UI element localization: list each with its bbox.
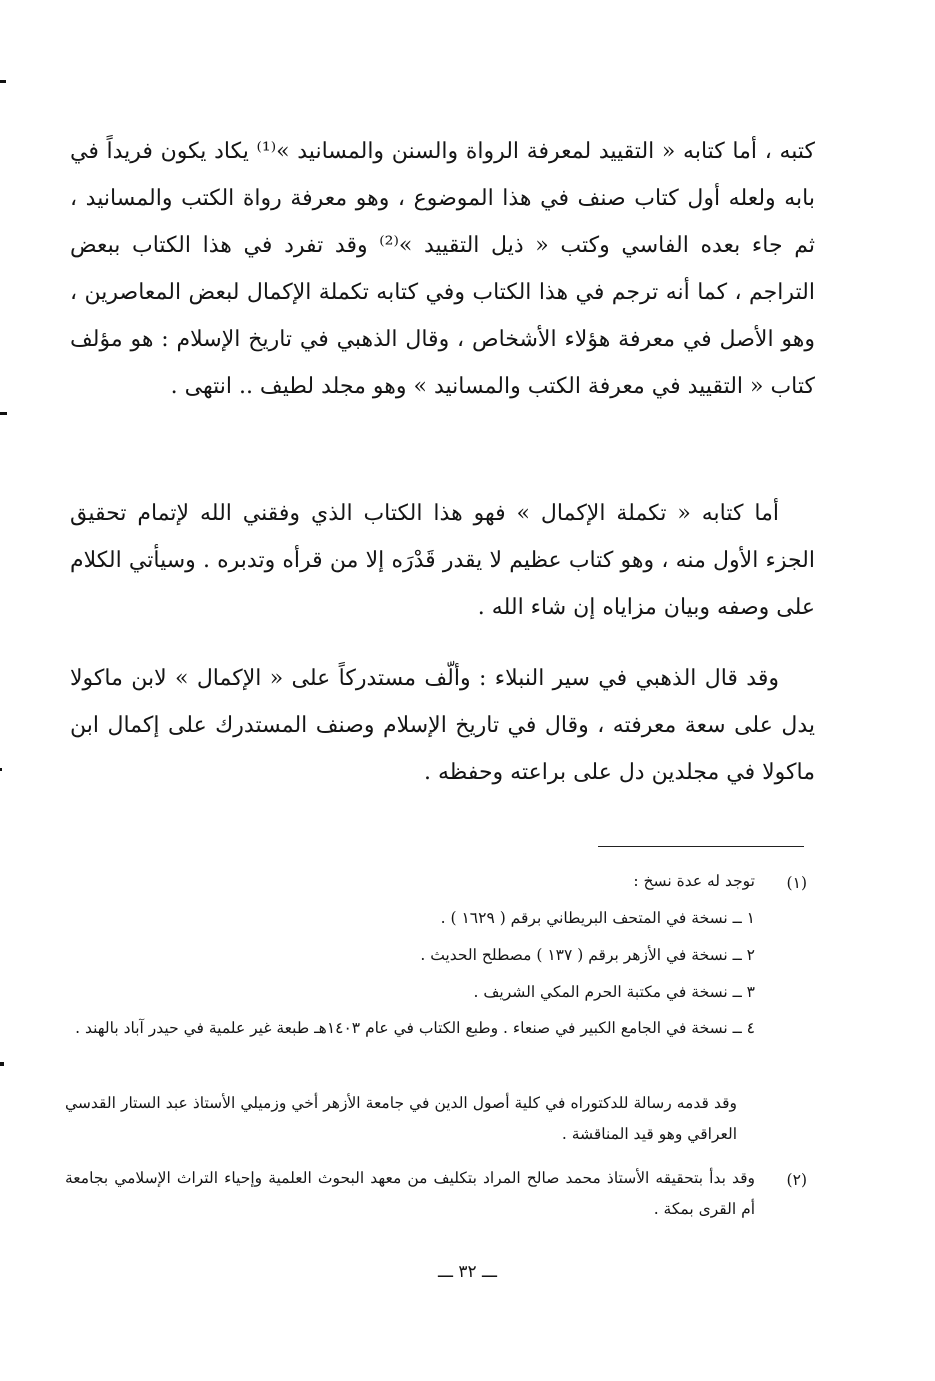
body-paragraph-3: وقد قال الذهبي في سير النبلاء : وألّف مستدركاً على « الإكمال » لابن ماكولا يدل على سعة معرفته ، وقال في تاريخ الإسلام وصنف المستدرك على إكمال ابن ماكولا في مجلدين دل على براعته وحفظه . <box>70 666 815 785</box>
footnote-1-item-2: ٢ ــ نسخة في الأزهر برقم ( ١٣٧ ) مصطلح الحديث . <box>420 946 755 964</box>
footnote-1-item-4: ٤ ــ نسخة في الجامع الكبير في صنعاء . وطبع الكتاب في عام ١٤٠٣هـ طبعة غير علمية في حيدر آباد بالهند . <box>75 1019 755 1037</box>
footnote-1-item-1: ١ ــ نسخة في المتحف البريطاني برقم ( ١٦٢٩ ) . <box>440 909 755 927</box>
footnote-2-text: وقد بدأ بتحقيقه الأستاذ محمد صالح المراد بتكليف من معهد البحوث العلمية وإحياء التراث الإسلامي بجامعة أم القرى بمكة . <box>65 1169 755 1218</box>
footnote-1-item-3: ٣ ــ نسخة في مكتبة الحرم المكي الشريف . <box>473 983 755 1001</box>
page-number: ـــ ٣٢ ـــ <box>438 1262 497 1282</box>
footnote-2-marker: (٢) <box>786 1171 807 1189</box>
footnote-1-marker: (١) <box>786 874 807 892</box>
scan-edge-mark <box>0 1062 4 1066</box>
scan-edge-mark <box>0 768 2 771</box>
footnote-separator <box>598 846 804 847</box>
footnote-1-intro: توجد له عدة نسخ : <box>633 872 755 890</box>
body-paragraph-1: كتبه ، أما كتابه « التقييد لمعرفة الرواة والسنن والمسانيد »⁽¹⁾ يكاد يكون فريداً في بابه ولعله أول كتاب صنف في هذا الموضوع ، وهو معرفة رواة الكتب والمسانيد ، ثم جاء بعده الفاسي وكتب « ذيل التقييد »⁽²⁾ وقد تفرد في هذا الكتاب ببعض التراجم ، كما أنه ترجم في هذا الكتاب وفي كتابه تكملة الإكمال لبعض المعاصرين ، وهو الأصل في معرفة هؤلاء الأشخاص ، وقال الذهبي في تاريخ الإسلام : هو مؤلف كتاب « التقييد في معرفة الكتب والمسانيد » وهو مجلد لطيف .. انتهى . <box>70 139 816 399</box>
body-paragraph-2: أما كتابه « تكملة الإكمال » فهو هذا الكتاب الذي وفقني الله لإتمام تحقيق الجزء الأول منه ، وهو كتاب عظيم لا يقدر قَدْرَه إلا من قرأه وتدبره . وسيأتي الكلام على وصفه وبيان مزاياه إن شاء الله . <box>70 501 815 620</box>
footnote-1-note: وقد قدمه رسالة للدكتوراه في كلية أصول الدين في جامعة الأزهر أخي وزميلي الأستاذ عبد الستار القدسي العراقي وهو قيد المناقشة . <box>65 1094 737 1143</box>
scan-edge-mark <box>0 80 6 83</box>
scan-edge-mark <box>0 412 7 415</box>
